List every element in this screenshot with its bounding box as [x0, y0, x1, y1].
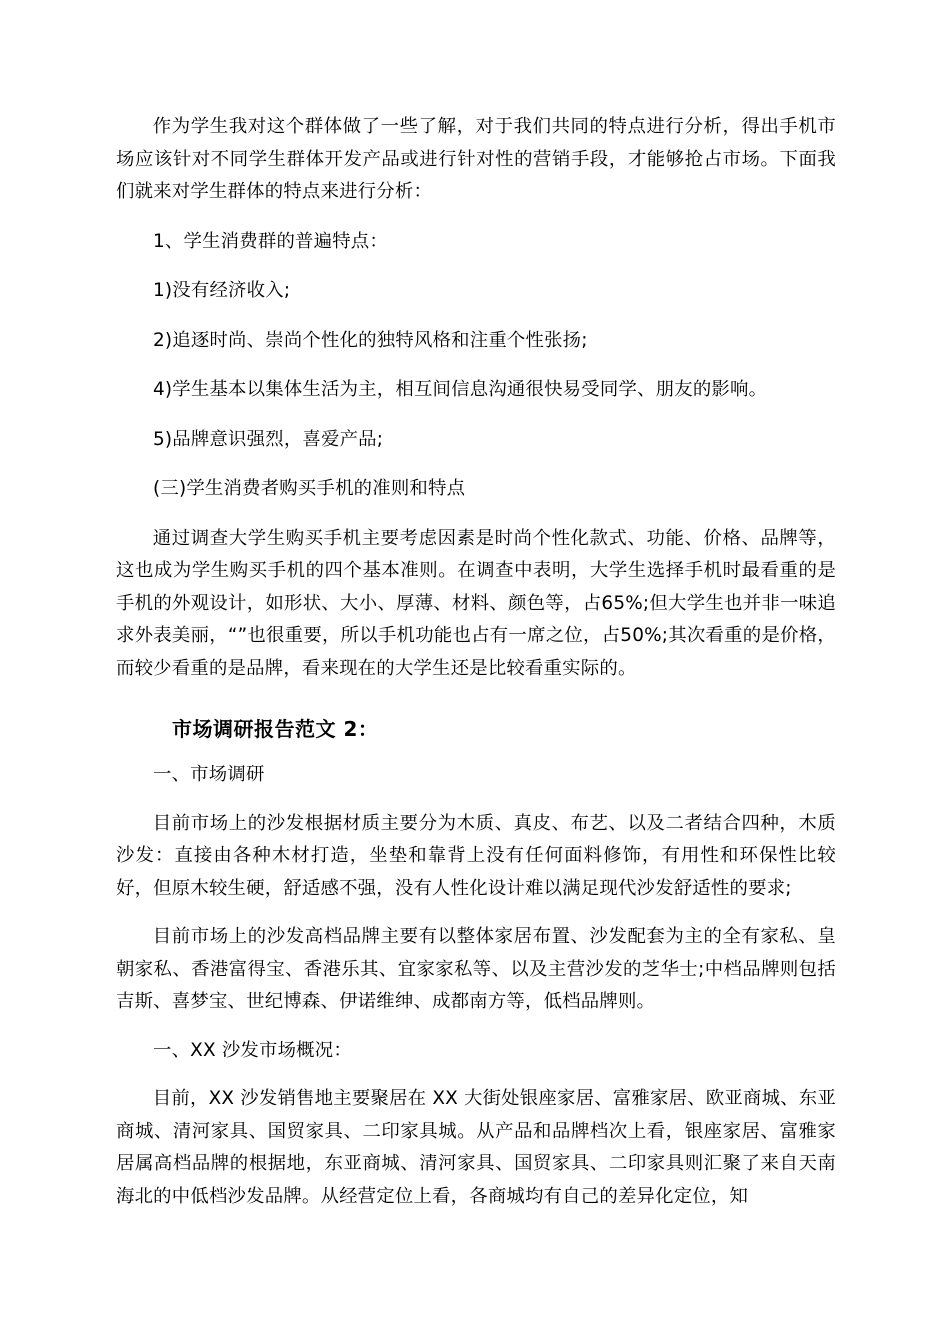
section-item-heading: 1、学生消费群的普遍特点： — [153, 230, 388, 252]
subsection-heading: 一、XX 沙发市场概况： — [153, 1039, 352, 1061]
subsection-heading: 一、市场调研 — [153, 764, 265, 785]
list-item: 5)品牌意识强烈，喜爱产品; — [153, 428, 384, 450]
subsection-heading: (三)学生消费者购买手机的准则和特点 — [153, 478, 466, 499]
body-paragraph: 通过调查大学生购买手机主要考虑因素是时尚个性化款式、功能、价格、品牌等，这也成为学生购买手机的四个基本准则。在调查中表明，大学生选择手机时最看重的是手机的外观设计，如形状、大小、厚薄、材料、颜色等，占65%;但大学生也并非一味追求外表美丽，“”也很重要，所以手机功能也占有一席之位，占50%;其次看重的是价格，而较少看重的是品牌，看来现在的大学生还是比较看重实际的。 — [116, 527, 836, 679]
body-paragraph: 目前，XX 沙发销售地主要聚居在 XX 大街处银座家居、富雅家居、欧亚商城、东亚商城、清河家具、国贸家具、二印家具城。从产品和品牌档次上看，银座家居、富雅家居属高档品牌的根据地，东亚商城、清河家具、国贸家具、二印家具则汇聚了来自天南海北的中低档沙发品牌。从经营定位上看，各商城均有自己的差异化定位，知 — [116, 1088, 836, 1207]
list-item: 1)没有经济收入; — [153, 280, 291, 301]
list-item: 4)学生基本以集体生活为主，相互间信息沟通很快易受同学、朋友的影响。 — [153, 379, 768, 400]
section-heading: 市场调研报告范文 2： — [172, 717, 379, 741]
document-body — [116, 111, 836, 1213]
body-paragraph: 目前市场上的沙发根据材质主要分为木质、真皮、布艺、以及二者结合四种，木质沙发：直接由各种木材打造，坐垫和靠背上没有任何面料修饰，有用性和环保性比较好，但原木较生硬，舒适感不强，没有人性化设计难以满足现代沙发舒适性的要求; — [116, 812, 836, 899]
list-item: 2)追逐时尚、崇尚个性化的独特风格和注重个性张扬; — [153, 329, 588, 351]
body-paragraph: 目前市场上的沙发高档品牌主要有以整体家居布置、沙发配套为主的全有家私、皇朝家私、香港富得宝、香港乐其、宜家家私等、以及主营沙发的芝华士;中档品牌则包括吉斯、喜梦宝、世纪博森、伊诺维绅、成都南方等，低档品牌则。 — [116, 926, 836, 1012]
intro-paragraph: 作为学生我对这个群体做了一些了解，对于我们共同的特点进行分析，得出手机市场应该针对不同学生群体开发产品或进行针对性的营销手段，才能够抢占市场。下面我们就来对学生群体的特点来进行分析： — [116, 116, 836, 202]
